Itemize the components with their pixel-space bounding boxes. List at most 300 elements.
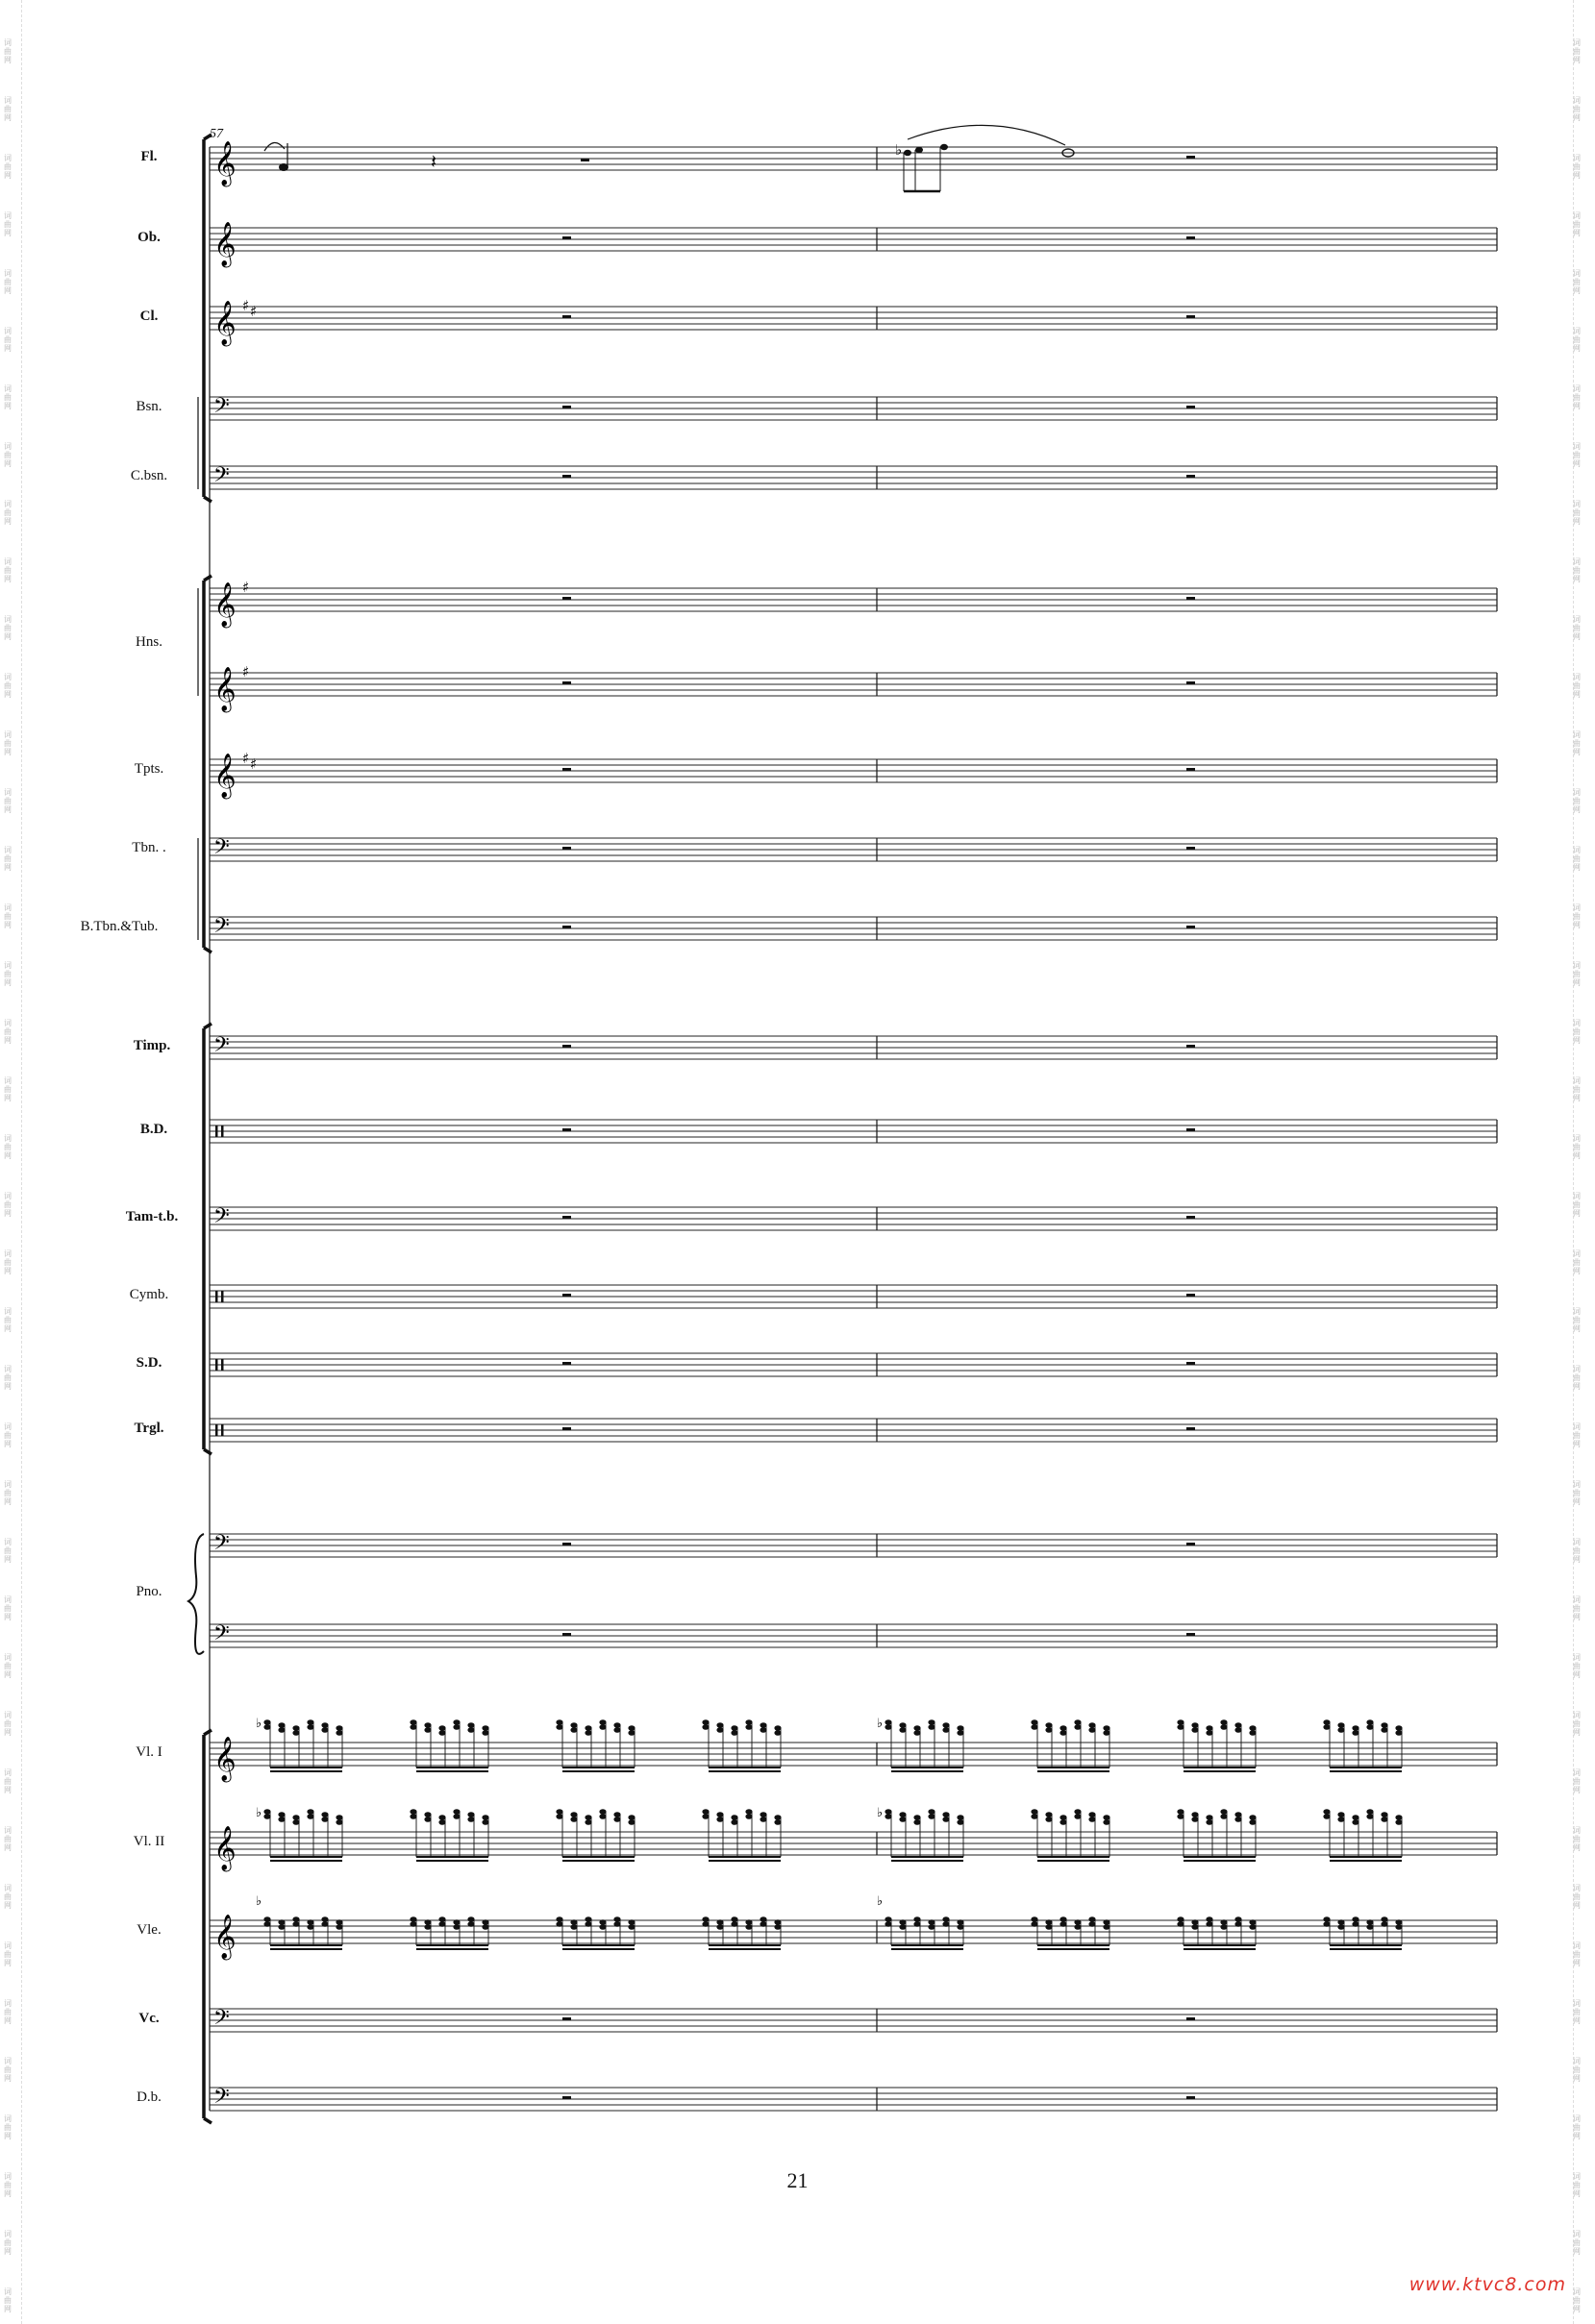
margin-watermark: 词 曲 网 [4,154,12,180]
note-head [1220,1719,1227,1725]
bass-clef-icon: 𝄢 [213,835,230,864]
note-head [1074,1809,1081,1815]
staff-bd [210,1120,1497,1143]
whole-rest-icon [562,1427,571,1430]
note-head [1206,1815,1212,1820]
note-head [556,1719,562,1725]
note-head [1191,1919,1198,1925]
note-head [438,1730,445,1736]
group-label-hns: Hns. [136,634,162,650]
note-head [321,1727,328,1733]
note-head [1337,1919,1344,1925]
note-head [336,1819,342,1825]
note-head [1103,1819,1109,1825]
bass-clef-icon: 𝄢 [213,2085,230,2114]
note-head [1206,1916,1212,1922]
margin-watermark: 词 曲 网 [4,1134,12,1160]
instrument-label-db: D.b. [137,2089,162,2105]
whole-rest-icon [562,1294,571,1297]
note-head [613,1916,620,1922]
note-head [1337,1722,1344,1728]
note-head [1220,1809,1227,1815]
note-head [1366,1814,1373,1819]
note-head [760,1727,766,1733]
percussion-clef-icon [215,1125,218,1137]
note-head [467,1722,474,1728]
whole-rest-icon [562,926,571,928]
note-head [1059,1725,1066,1731]
note-head [410,1719,416,1725]
flat-icon: ♭ [256,1894,262,1909]
margin-watermark: 词 曲 网 [4,1711,12,1737]
note-head [702,1921,709,1927]
margin-watermark: 词 曲 网 [1573,1711,1581,1737]
whole-rest-icon [1186,2096,1195,2099]
note-head [1366,1924,1373,1930]
note-head [453,1924,460,1930]
margin-watermark: 词 曲 网 [1573,903,1581,929]
note-head [702,1809,709,1815]
margin-watermark: 词 曲 网 [4,269,12,295]
whole-rest-icon [562,1362,571,1365]
bass-clef-icon: 𝄢 [213,914,230,943]
note-head [1031,1916,1037,1922]
flat-icon: ♭ [256,1717,262,1731]
note-head [570,1722,577,1728]
note-head [292,1819,299,1825]
note-head [1074,1919,1081,1925]
instrument-label-btbn: B.Tbn.&Tub. [80,919,159,934]
note-head [940,144,948,150]
note-head [585,1819,591,1825]
note-head [1103,1924,1109,1930]
quarter-rest-icon: 𝄽 [431,150,437,173]
whole-rest-icon [562,2096,571,2099]
staff-vle [210,1916,1497,1949]
instrument-label-trgl: Trgl. [134,1421,164,1436]
margin-watermark: 词 曲 网 [4,615,12,641]
note-head [731,1916,737,1922]
whole-rest-icon [1186,1294,1195,1297]
whole-rest-icon [562,1633,571,1636]
staff-fl [210,125,1497,191]
bass-clef-icon: 𝄢 [213,1621,230,1650]
whole-rest-icon [1186,315,1195,318]
bass-clef-icon: 𝄢 [213,2006,230,2035]
staff-vl2 [210,1809,1497,1861]
note-head [556,1921,562,1927]
bass-clef-icon: 𝄢 [213,1033,230,1062]
note-head [613,1921,620,1927]
note-head [745,1724,752,1730]
note-head [1249,1819,1256,1825]
note-head [1031,1724,1037,1730]
margin-watermark: 词 曲 网 [4,2172,12,2198]
margin-watermark: 词 曲 网 [1573,615,1581,641]
note-head [482,1725,488,1731]
margin-watermark: 词 曲 网 [4,1076,12,1102]
note-head [1177,1814,1184,1819]
instrument-label-vl1: Vl. I [136,1744,162,1760]
note-head [292,1730,299,1736]
note-head [957,1815,963,1820]
note-head [1352,1815,1358,1820]
note-head [1074,1724,1081,1730]
margin-watermark: 词 曲 网 [1573,500,1581,526]
margin-watermark: 词 曲 网 [1573,1941,1581,1967]
margin-watermark: 词 曲 网 [4,846,12,872]
staff-ob [210,228,1497,251]
note-head [628,1919,635,1925]
note-head [942,1916,949,1922]
note-head [731,1730,737,1736]
note-head [760,1722,766,1728]
note-head [716,1812,723,1817]
note-head [1234,1727,1241,1733]
margin-watermark: 词 曲 网 [4,1365,12,1391]
note-head [482,1730,488,1736]
margin-watermark: 词 曲 网 [1573,1134,1581,1160]
note-head [1366,1919,1373,1925]
note-head [1031,1809,1037,1815]
note-head [467,1727,474,1733]
note-head [307,1919,313,1925]
margin-watermark: 词 曲 网 [1573,327,1581,353]
note-head [453,1724,460,1730]
instrument-label-vc: Vc. [138,2011,160,2026]
note-head [1177,1916,1184,1922]
margin-watermark: 词 曲 网 [1573,1538,1581,1564]
note-head [1249,1815,1256,1820]
note-head [1395,1815,1402,1820]
note-head [467,1921,474,1927]
whole-rest-icon [562,406,571,408]
note-head [307,1814,313,1819]
note-head [928,1724,935,1730]
staff-btbn [210,917,1497,940]
margin-watermark: 词 曲 网 [4,1019,12,1045]
note-head [438,1921,445,1927]
note-head [957,1730,963,1736]
note-head [467,1812,474,1817]
staff-timp [210,1036,1497,1059]
sharp-icon: ♯ [242,663,250,680]
margin-watermark: 词 曲 网 [4,211,12,237]
note-head [1191,1817,1198,1822]
note-head [745,1924,752,1930]
note-head [731,1815,737,1820]
margin-watermark: 词 曲 网 [1573,846,1581,872]
note-head [1059,1916,1066,1922]
instrument-label-tpt: Tpts. [134,761,164,777]
whole-rest-icon [562,768,571,771]
note-head [731,1725,737,1731]
note-head [913,1815,920,1820]
whole-rest-icon [562,1216,571,1219]
whole-rest-icon [562,1543,571,1545]
note-head [1103,1725,1109,1731]
site-watermark[interactable]: www.ktvc8.com [1408,2274,1566,2295]
margin-watermark: 词 曲 网 [4,1480,12,1506]
note-head [942,1921,949,1927]
staff-vc [210,2009,1497,2032]
note-head [467,1916,474,1922]
treble-clef-icon: 𝄞 [213,301,237,345]
margin-watermark: 词 曲 网 [4,1768,12,1794]
note-head [1206,1819,1212,1825]
note-head [570,1727,577,1733]
margin-watermark: 词 曲 网 [4,96,12,122]
note-head [716,1919,723,1925]
note-head [1395,1924,1402,1930]
half-rest-icon [581,159,589,161]
note-head [716,1924,723,1930]
note-head [1395,1819,1402,1825]
whole-rest-icon [562,1045,571,1048]
note-head [745,1719,752,1725]
margin-watermark: 词 曲 网 [4,1595,12,1621]
bass-clef-icon: 𝄢 [213,394,230,423]
note-head [1323,1719,1330,1725]
note-head [745,1809,752,1815]
note-head [585,1916,591,1922]
margin-watermark: 词 曲 网 [4,1192,12,1218]
note-head [913,1730,920,1736]
margin-watermark: 词 曲 网 [1573,730,1581,756]
note-head [1352,1916,1358,1922]
note-head [913,1921,920,1927]
measure-number: 57 [210,127,223,141]
note-head [307,1924,313,1930]
flat-icon: ♭ [877,1806,884,1820]
note-head [1381,1722,1387,1728]
note-head [774,1725,781,1731]
margin-watermark: 词 曲 网 [4,384,12,410]
note-head [1045,1727,1052,1733]
note-head [760,1817,766,1822]
note-head [1088,1727,1095,1733]
note-head [482,1919,488,1925]
note-head [1323,1809,1330,1815]
note-head [278,1817,285,1822]
note-head [904,150,911,156]
note-head [438,1815,445,1820]
whole-rest-icon [562,681,571,684]
instrument-label-sd: S.D. [136,1355,162,1371]
note-head [292,1725,299,1731]
margin-watermark: 词 曲 网 [1573,1365,1581,1391]
note-head [702,1814,709,1819]
staff-tam [210,1207,1497,1230]
sharp-icon: ♯ [250,303,258,320]
margin-watermark: 词 曲 网 [4,327,12,353]
note-head [599,1814,606,1819]
note-head [482,1815,488,1820]
instrument-label-vl2: Vl. II [133,1834,165,1849]
note-head [467,1817,474,1822]
note-head [556,1809,562,1815]
note-head [628,1815,635,1820]
whole-rest-icon [1186,1633,1195,1636]
margin-watermark: 词 曲 网 [1573,2114,1581,2140]
percussion-clef-icon [215,1359,218,1371]
note-head [438,1725,445,1731]
note-head [702,1719,709,1725]
note-head [899,1924,906,1930]
note-head [1323,1916,1330,1922]
note-head [942,1812,949,1817]
note-head [336,1924,342,1930]
note-head [1088,1921,1095,1927]
note-head [307,1809,313,1815]
instrument-label-cl: Cl. [139,309,159,324]
note-head [1381,1817,1387,1822]
note-head [957,1919,963,1925]
treble-clef-icon: 𝄞 [213,582,237,627]
note-head [1177,1719,1184,1725]
note-head [585,1725,591,1731]
note-head [1366,1724,1373,1730]
margin-watermark: 词 曲 网 [1573,1019,1581,1045]
margin-watermark: 词 曲 网 [4,1307,12,1333]
note-head [321,1812,328,1817]
note-head [263,1814,270,1819]
note-head [1191,1924,1198,1930]
margin-watermark: 词 曲 网 [4,730,12,756]
margin-watermark: 词 曲 网 [4,1249,12,1275]
note-head [1059,1815,1066,1820]
margin-watermark: 词 曲 网 [1573,96,1581,122]
note-head [321,1817,328,1822]
whole-rest-icon [1186,1543,1195,1545]
group-bracket [204,576,212,952]
note-head [1234,1921,1241,1927]
note-head [482,1819,488,1825]
note-head [1177,1724,1184,1730]
note-head [1352,1725,1358,1731]
note-head [424,1817,431,1822]
staff-vl1 [210,1719,1497,1771]
note-head [613,1817,620,1822]
percussion-clef-icon [221,1424,224,1436]
note-head [263,1921,270,1927]
percussion-clef-icon [221,1291,224,1302]
note-head [292,1916,299,1922]
margin-watermark: 词 曲 网 [4,961,12,987]
note-head [278,1722,285,1728]
note-head [928,1809,935,1815]
note-head [957,1725,963,1731]
note-head [599,1924,606,1930]
instrument-label-cbsn: C.bsn. [130,468,168,483]
note-head [410,1814,416,1819]
note-head [942,1727,949,1733]
flat-icon: ♭ [256,1806,262,1820]
note-head [1249,1730,1256,1736]
note-head [1059,1730,1066,1736]
note-head [438,1819,445,1825]
note-head [942,1817,949,1822]
note-head [702,1916,709,1922]
instrument-label-tbn: Tbn. . [132,840,166,855]
note-head [628,1819,635,1825]
margin-watermark: 词 曲 网 [1573,2287,1581,2313]
note-head [760,1921,766,1927]
note-head [1234,1916,1241,1922]
margin-watermark: 词 曲 网 [4,500,12,526]
note-head [263,1809,270,1815]
note-head [1395,1919,1402,1925]
note-head [899,1812,906,1817]
note-head [1234,1812,1241,1817]
note-head [263,1719,270,1725]
note-head [613,1812,620,1817]
note-head [556,1814,562,1819]
note-head [1088,1817,1095,1822]
staff-cymb [210,1285,1497,1308]
note-head [774,1815,781,1820]
note-head [453,1809,460,1815]
margin-watermark: 词 曲 网 [1573,1076,1581,1102]
margin-watermark: 词 曲 网 [4,1538,12,1564]
note-head [731,1819,737,1825]
staff-pno2 [210,1624,1497,1647]
note-head [1323,1814,1330,1819]
margin-watermark: 词 曲 网 [1573,1768,1581,1794]
group-bracket [204,1024,212,1454]
note-head [1220,1924,1227,1930]
note-head [453,1919,460,1925]
note-head [570,1919,577,1925]
note-head [899,1722,906,1728]
note-head [292,1921,299,1927]
note-head [599,1919,606,1925]
staff-sd [210,1353,1497,1376]
note-head [1249,1924,1256,1930]
whole-rest-icon [1186,236,1195,239]
note-head [482,1924,488,1930]
note-head [1059,1819,1066,1825]
whole-rest-icon [1186,847,1195,850]
note-head [628,1730,635,1736]
note-head [585,1730,591,1736]
treble-clef-icon: 𝄞 [213,1826,237,1870]
note-head [774,1730,781,1736]
note-head [556,1916,562,1922]
note-head [1352,1921,1358,1927]
note-head [1337,1817,1344,1822]
note-head [453,1814,460,1819]
staff-tbn [210,838,1497,861]
note-head [1045,1924,1052,1930]
margin-watermark: 词 曲 网 [4,903,12,929]
whole-rest-icon [1186,406,1195,408]
note-head [570,1924,577,1930]
percussion-clef-icon [215,1424,218,1436]
margin-watermark: 词 曲 网 [1573,2057,1581,2083]
note-head [410,1724,416,1730]
note-head [1395,1725,1402,1731]
note-head [928,1814,935,1819]
note-head [928,1719,935,1725]
margin-watermark: 词 曲 网 [4,2057,12,2083]
whole-rest-icon [1186,1045,1195,1048]
note-head [410,1921,416,1927]
instrument-label-timp: Timp. [133,1038,171,1053]
note-head [774,1819,781,1825]
percussion-clef-icon [221,1125,224,1137]
margin-watermark: 词 曲 网 [4,2287,12,2313]
